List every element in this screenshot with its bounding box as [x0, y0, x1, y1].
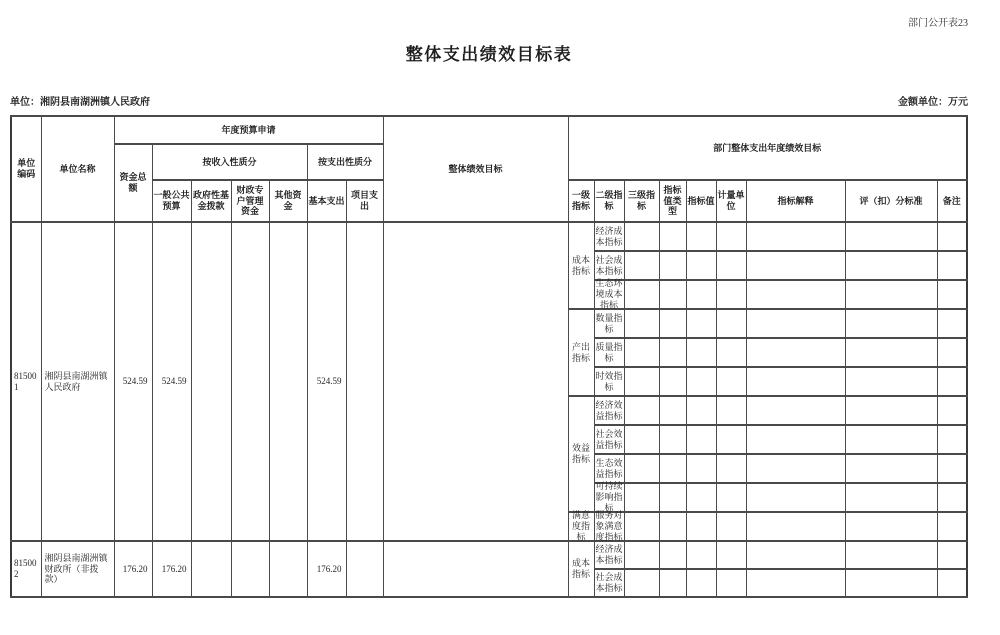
- cell-level1-indicator: 满意度指标: [568, 512, 594, 541]
- cell-basic-expenditure: 524.59: [307, 222, 346, 541]
- cell-level1-indicator: 效益指标: [568, 396, 594, 512]
- col-header-by-income-nature: 按收入性质分: [152, 144, 307, 180]
- col-header-level3-indicator: 三级指标: [624, 180, 659, 222]
- col-header-explanation: 指标解释: [746, 180, 845, 222]
- cell-level2-indicator: 经济成本指标: [594, 222, 624, 251]
- table-row: [11, 541, 967, 569]
- col-header-basic-expenditure: 基本支出: [307, 180, 346, 222]
- cell-remarks: [937, 280, 967, 309]
- cell-level1-indicator: 成本指标: [568, 222, 594, 309]
- cell-measure-unit: [716, 251, 746, 280]
- cell-scoring-standard: [845, 280, 937, 309]
- cell-level2-indicator: 社会成本指标: [594, 569, 624, 597]
- col-header-dept-annual-performance-target: 部门整体支出年度绩效目标: [568, 116, 967, 180]
- cell-level3-indicator: [624, 454, 659, 483]
- cell-remarks: [937, 569, 967, 597]
- col-header-value-type: 指标值类型: [659, 180, 686, 222]
- cell-level2-indicator: 经济效益指标: [594, 396, 624, 425]
- cell-value-type: [659, 280, 686, 309]
- cell-remarks: [937, 425, 967, 454]
- cell-basic-expenditure: 176.20: [307, 541, 346, 597]
- cell-value-type: [659, 512, 686, 541]
- col-header-general-public-budget: 一般公共预算: [152, 180, 191, 222]
- cell-value-type: [659, 425, 686, 454]
- cell-explanation: [746, 309, 845, 338]
- cell-other-funds: [269, 222, 307, 541]
- cell-level2-indicator: 时效指标: [594, 367, 624, 396]
- cell-value-type: [659, 251, 686, 280]
- cell-level1-indicator: 成本指标: [568, 541, 594, 597]
- amount-unit-label: 金额单位：万元: [898, 97, 968, 108]
- col-header-fiscal-special-account: 财政专户管理资金: [231, 180, 269, 222]
- cell-remarks: [937, 396, 967, 425]
- cell-value-type: [659, 483, 686, 512]
- cell-explanation: [746, 483, 845, 512]
- col-header-total-funds: 资金总额: [114, 144, 152, 222]
- cell-level2-indicator: 社会效益指标: [594, 425, 624, 454]
- cell-indicator-value: [686, 454, 716, 483]
- col-header-measure-unit: 计量单位: [716, 180, 746, 222]
- cell-total-funds: 176.20: [114, 541, 152, 597]
- meta-row: [10, 93, 968, 108]
- cell-unit-code: 815001: [11, 222, 41, 541]
- cell-explanation: [746, 512, 845, 541]
- col-header-by-expenditure-nature: 按支出性质分: [307, 144, 383, 180]
- cell-remarks: [937, 222, 967, 251]
- col-header-other-funds: 其他资金: [269, 180, 307, 222]
- cell-level2-indicator: 经济成本指标: [594, 541, 624, 569]
- cell-explanation: [746, 569, 845, 597]
- cell-measure-unit: [716, 569, 746, 597]
- cell-scoring-standard: [845, 396, 937, 425]
- cell-level3-indicator: [624, 222, 659, 251]
- cell-measure-unit: [716, 541, 746, 569]
- cell-indicator-value: [686, 425, 716, 454]
- cell-measure-unit: [716, 512, 746, 541]
- cell-indicator-value: [686, 541, 716, 569]
- cell-scoring-standard: [845, 454, 937, 483]
- cell-explanation: [746, 541, 845, 569]
- cell-level1-indicator: 产出指标: [568, 309, 594, 396]
- cell-explanation: [746, 367, 845, 396]
- cell-value-type: [659, 309, 686, 338]
- col-header-level1-indicator: 一级指标: [568, 180, 594, 222]
- cell-indicator-value: [686, 338, 716, 367]
- cell-gov-fund-allocation: [191, 541, 231, 597]
- cell-indicator-value: [686, 512, 716, 541]
- cell-fiscal-special-account: [231, 222, 269, 541]
- cell-scoring-standard: [845, 309, 937, 338]
- cell-scoring-standard: [845, 483, 937, 512]
- cell-value-type: [659, 367, 686, 396]
- cell-level3-indicator: [624, 425, 659, 454]
- cell-indicator-value: [686, 280, 716, 309]
- col-header-unit-name: 单位名称: [41, 116, 114, 222]
- cell-remarks: [937, 338, 967, 367]
- cell-explanation: [746, 280, 845, 309]
- cell-explanation: [746, 338, 845, 367]
- col-header-annual-budget-request: 年度预算申请: [114, 116, 383, 144]
- cell-explanation: [746, 396, 845, 425]
- cell-measure-unit: [716, 367, 746, 396]
- cell-unit-name: 湘阴县南湖洲镇财政所（非拨款）: [41, 541, 114, 597]
- cell-level2-indicator: 服务对象满意度指标: [595, 510, 623, 542]
- cell-level2-indicator: 生态效益指标: [594, 454, 624, 483]
- cell-value-type: [659, 338, 686, 367]
- cell-indicator-value: [686, 483, 716, 512]
- cell-level3-indicator: [624, 512, 659, 541]
- cell-general-public-budget: 176.20: [152, 541, 191, 597]
- cell-indicator-value: [686, 222, 716, 251]
- cell-measure-unit: [716, 280, 746, 309]
- cell-scoring-standard: [845, 222, 937, 251]
- cell-overall-performance-target: [383, 222, 568, 541]
- page-title: 整体支出绩效目标表: [405, 45, 573, 64]
- cell-scoring-standard: [845, 541, 937, 569]
- col-header-project-expenditure: 项目支出: [346, 180, 383, 222]
- cell-fiscal-special-account: [231, 541, 269, 597]
- cell-value-type: [659, 569, 686, 597]
- cell-scoring-standard: [845, 251, 937, 280]
- table-body: [11, 222, 967, 597]
- cell-remarks: [937, 367, 967, 396]
- cell-measure-unit: [716, 309, 746, 338]
- cell-total-funds: 524.59: [114, 222, 152, 541]
- cell-project-expenditure: [346, 222, 383, 541]
- cell-measure-unit: [716, 396, 746, 425]
- cell-level3-indicator: [624, 483, 659, 512]
- cell-level2-indicator: 社会成本指标: [594, 251, 624, 280]
- cell-measure-unit: [716, 425, 746, 454]
- cell-unit-name: 湘阴县南湖洲镇人民政府: [41, 222, 114, 541]
- cell-unit-code: 815002: [11, 541, 41, 597]
- cell-explanation: [746, 454, 845, 483]
- col-header-unit-code: 单位编码: [11, 116, 41, 222]
- unit-label: 单位：湘阴县南湖洲镇人民政府: [10, 97, 150, 108]
- col-header-remarks: 备注: [937, 180, 967, 222]
- cell-measure-unit: [716, 483, 746, 512]
- cell-project-expenditure: [346, 541, 383, 597]
- performance-target-table: [10, 115, 968, 598]
- cell-scoring-standard: [845, 367, 937, 396]
- cell-measure-unit: [716, 222, 746, 251]
- cell-value-type: [659, 396, 686, 425]
- cell-explanation: [746, 425, 845, 454]
- cell-gov-fund-allocation: [191, 222, 231, 541]
- cell-scoring-standard: [845, 425, 937, 454]
- cell-measure-unit: [716, 338, 746, 367]
- cell-remarks: [937, 541, 967, 569]
- cell-level3-indicator: [624, 541, 659, 569]
- cell-value-type: [659, 454, 686, 483]
- cell-indicator-value: [686, 367, 716, 396]
- cell-indicator-value: [686, 251, 716, 280]
- col-header-gov-fund-allocation: 政府性基金拨款: [191, 180, 231, 222]
- cell-scoring-standard: [845, 512, 937, 541]
- cell-indicator-value: [686, 396, 716, 425]
- cell-remarks: [937, 309, 967, 338]
- cell-value-type: [659, 222, 686, 251]
- cell-level3-indicator: [624, 396, 659, 425]
- sheet-label: 部门公开表23: [908, 18, 968, 29]
- cell-level3-indicator: [624, 367, 659, 396]
- cell-remarks: [937, 454, 967, 483]
- cell-explanation: [746, 222, 845, 251]
- col-header-level2-indicator: 二级指标: [594, 180, 624, 222]
- cell-value-type: [659, 541, 686, 569]
- cell-level3-indicator: [624, 338, 659, 367]
- cell-indicator-value: [686, 309, 716, 338]
- cell-scoring-standard: [845, 338, 937, 367]
- cell-level2-indicator: 质量指标: [594, 338, 624, 367]
- cell-level2-indicator: 数量指标: [594, 309, 624, 338]
- cell-level2-indicator: 生态环境成本指标: [595, 278, 623, 310]
- cell-explanation: [746, 251, 845, 280]
- cell-remarks: [937, 483, 967, 512]
- cell-overall-performance-target: [383, 541, 568, 597]
- cell-general-public-budget: 524.59: [152, 222, 191, 541]
- col-header-overall-performance-target: 整体绩效目标: [383, 116, 568, 222]
- header-row-1: [11, 116, 967, 144]
- col-header-indicator-value: 指标值: [686, 180, 716, 222]
- cell-indicator-value: [686, 569, 716, 597]
- cell-remarks: [937, 512, 967, 541]
- table-row: [11, 222, 967, 251]
- cell-measure-unit: [716, 454, 746, 483]
- cell-other-funds: [269, 541, 307, 597]
- cell-level3-indicator: [624, 251, 659, 280]
- cell-level3-indicator: [624, 309, 659, 338]
- cell-level3-indicator: [624, 280, 659, 309]
- cell-level2-indicator: 可持续影响指标: [595, 481, 623, 513]
- cell-level3-indicator: [624, 569, 659, 597]
- cell-scoring-standard: [845, 569, 937, 597]
- col-header-scoring-standard: 评（扣）分标准: [845, 180, 937, 222]
- cell-remarks: [937, 251, 967, 280]
